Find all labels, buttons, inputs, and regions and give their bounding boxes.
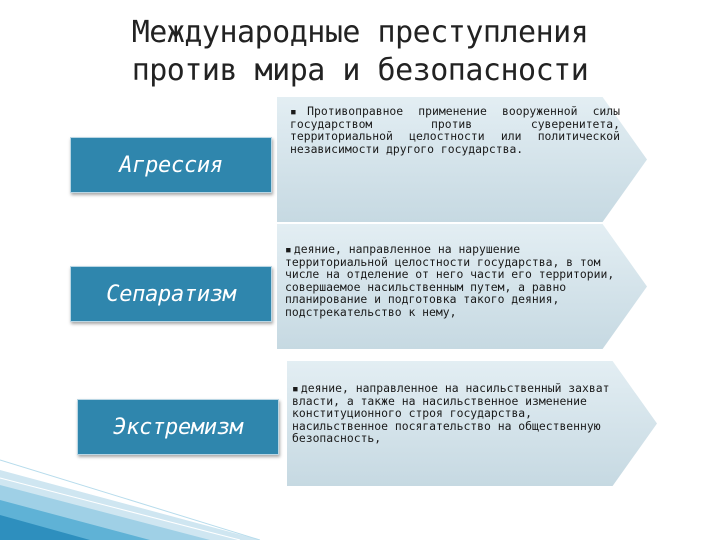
corner-decoration (0, 440, 260, 540)
title-line-2: против мира и безопасности (131, 53, 589, 88)
label-separatism-text: Сепаратизм (106, 281, 236, 307)
definition-extremism-text: деяние, направленное на насильственный захват власти, а также на насильственное изменение конституционного строя государства, насильственное посягательство на общественную безопасность, (292, 381, 610, 446)
bullet-icon: ▪ (292, 381, 299, 395)
page-title (40, 14, 680, 90)
definition-aggression-text: Противоправное применение вооруженной силы государством против суверенитета, территориальной целостности или политической независимости другого государства. (290, 104, 620, 156)
label-extremism-text: Экстремизм (113, 414, 243, 440)
definition-separatism (285, 243, 620, 319)
definition-separatism-text: деяние, направленное на нарушение территориальной целостности государства, в том числе на отделение от него части его территории, совершаемое насильственным путем, а равно планирование и подготовка такого деяния, подстрекательство к нему, (285, 242, 615, 319)
label-aggression-text: Агрессия (119, 152, 223, 178)
bullet-icon: ▪ (285, 242, 292, 256)
definition-extremism (292, 382, 610, 445)
bullet-icon: ▪ (290, 104, 306, 118)
label-separatism (70, 266, 272, 322)
label-aggression (70, 137, 272, 193)
definition-aggression (290, 105, 620, 155)
title-line-1: Международные преступления (131, 15, 589, 50)
